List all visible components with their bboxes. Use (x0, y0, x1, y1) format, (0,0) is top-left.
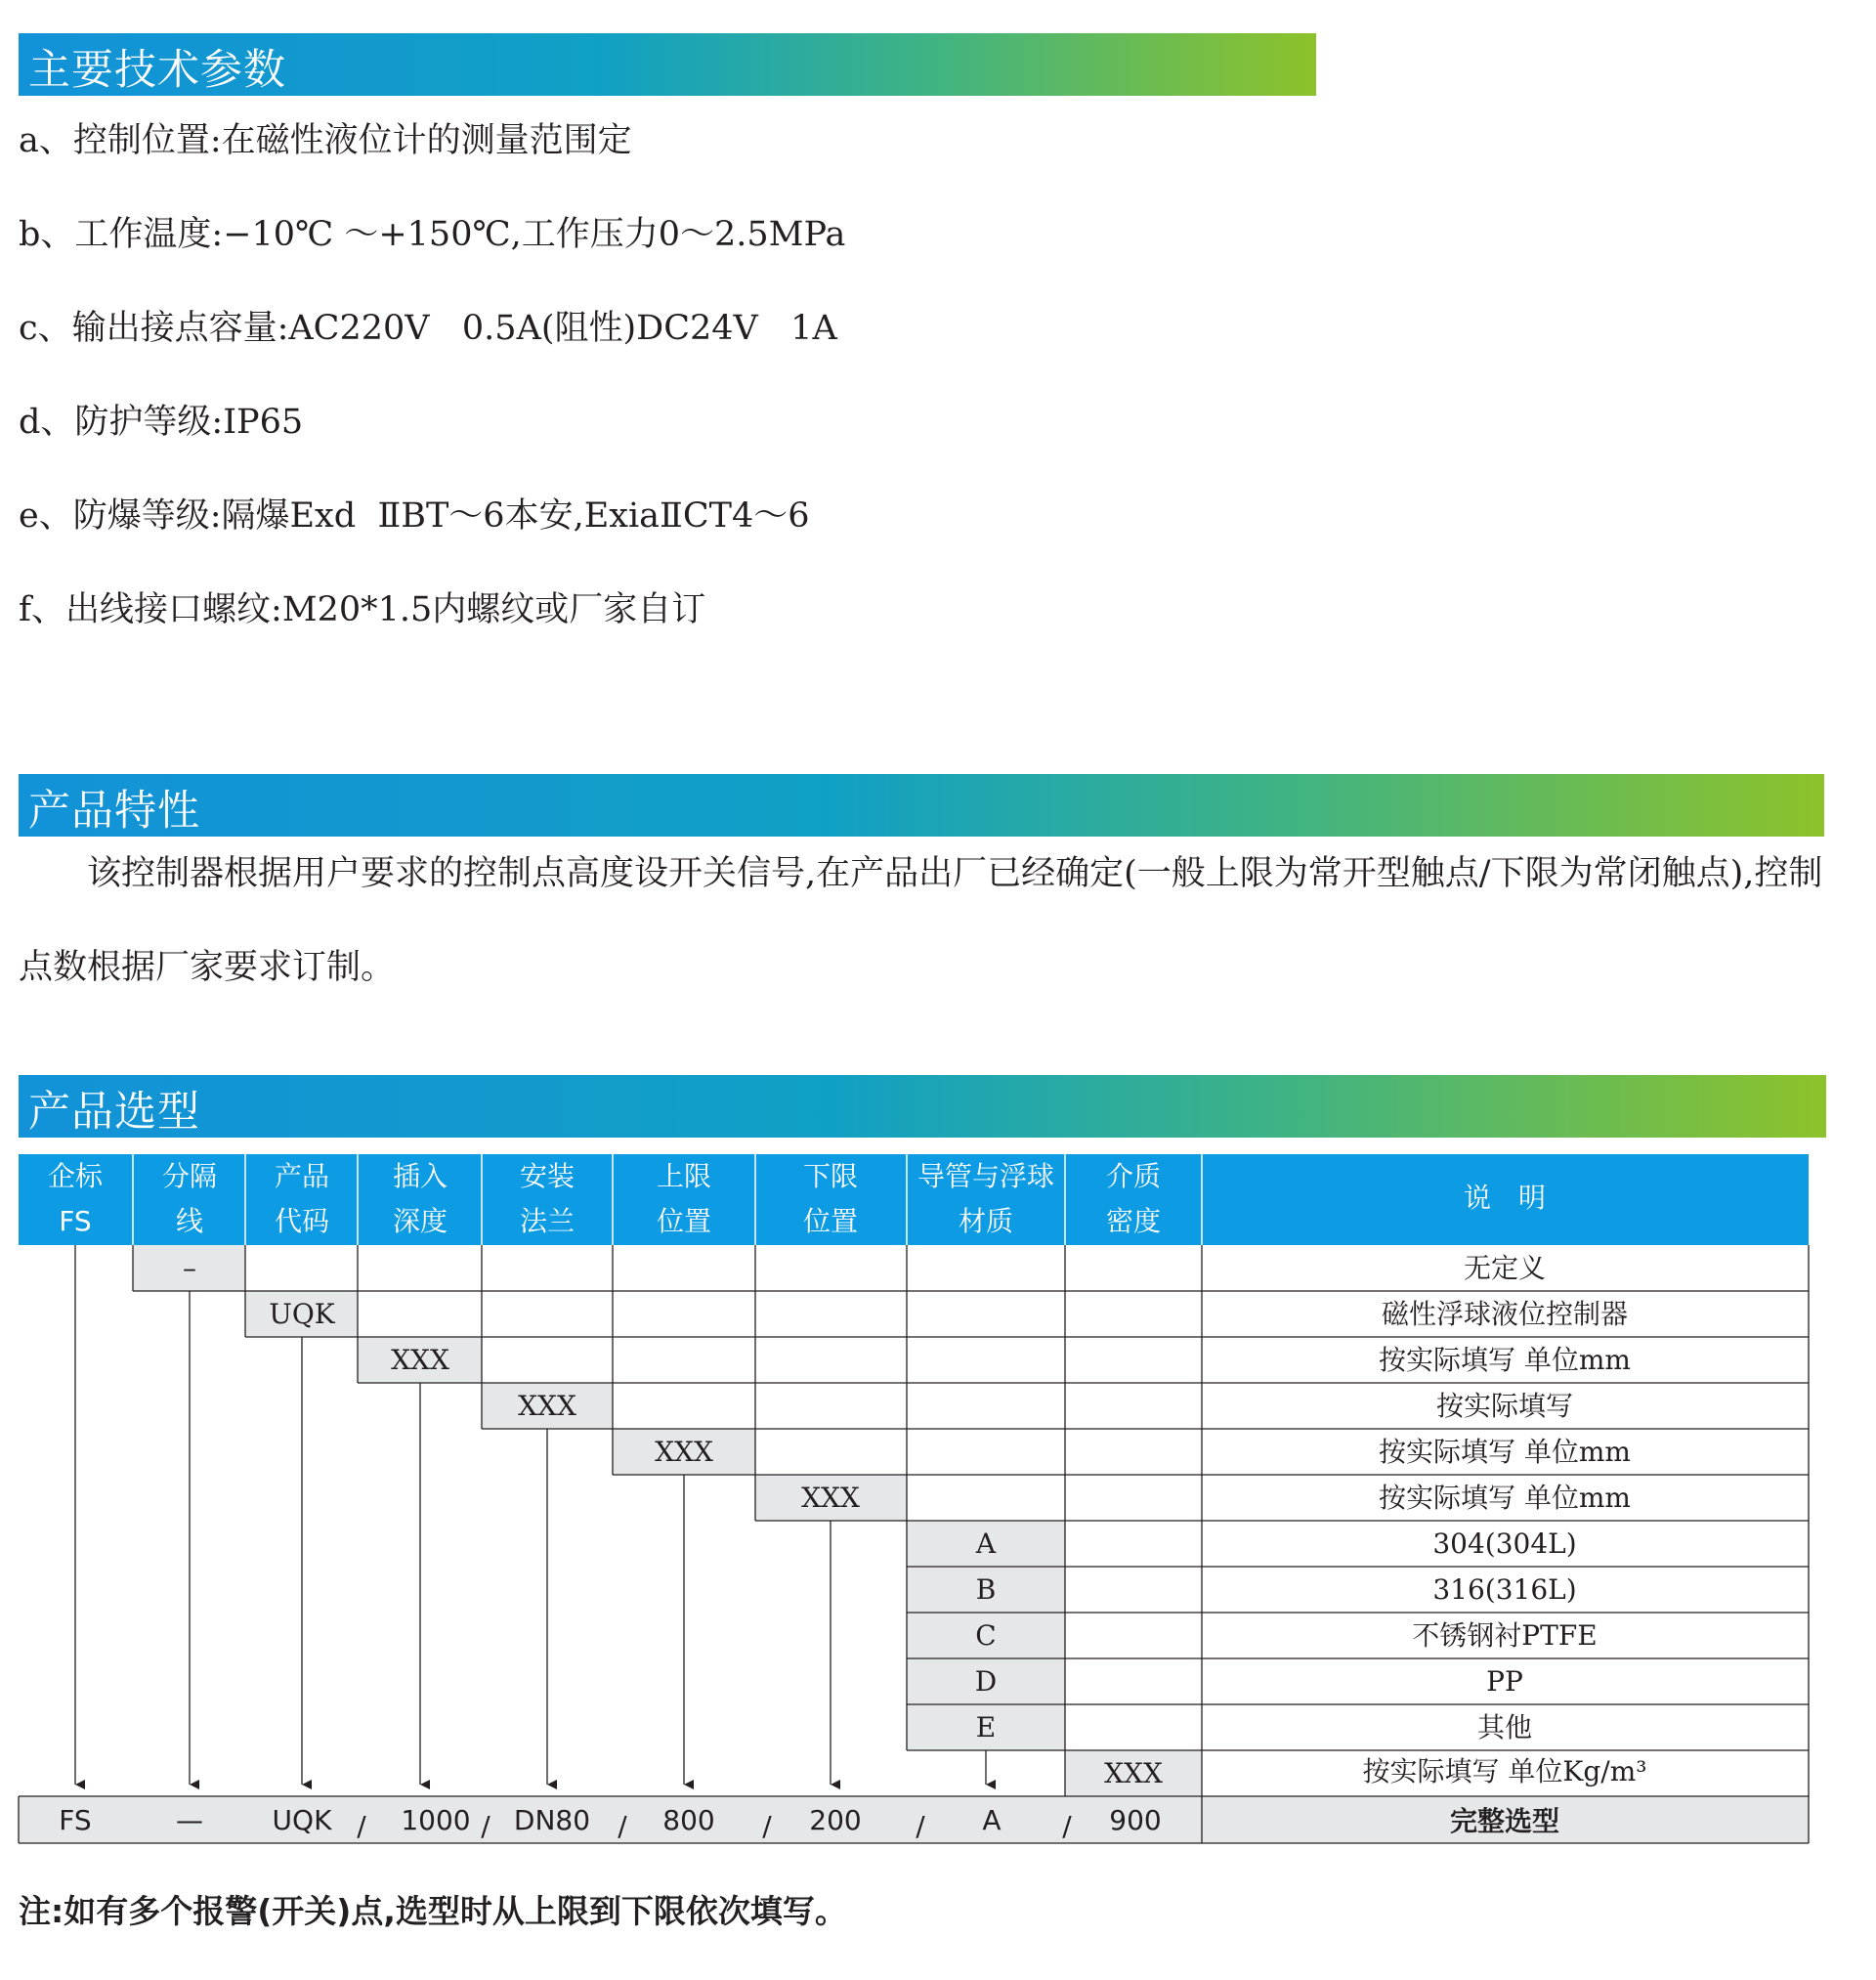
header-description: 说 明 (1463, 1182, 1547, 1214)
header-col5-line1: 安装 (519, 1160, 576, 1192)
code-material-c: C (975, 1619, 997, 1652)
desc-row-4: 按实际填写 (1435, 1390, 1574, 1422)
desc-row-3: 按实际填写 单位mm (1378, 1344, 1632, 1376)
code-material-d: D (974, 1665, 998, 1698)
header-col7-line2: 位置 (802, 1205, 859, 1237)
desc-row-2: 磁性浮球液位控制器 (1381, 1298, 1629, 1330)
example-insertion: 1000 (401, 1804, 471, 1836)
spec-line-e: e、防爆等级:隔爆Exd ⅡBT～6本安,ExiaⅡCT4～6 (19, 496, 810, 536)
header-col3-line2: 代码 (274, 1205, 330, 1237)
example-slash-6: / (1062, 1810, 1072, 1842)
header-col6-line2: 位置 (656, 1205, 712, 1237)
header-col3-line1: 产品 (274, 1160, 330, 1192)
header-col5-line2: 法兰 (519, 1205, 576, 1237)
example-separator: — (176, 1804, 203, 1836)
desc-row-7: 304(304L) (1432, 1528, 1577, 1560)
code-flange: XXX (518, 1390, 576, 1422)
example-slash-5: / (916, 1810, 925, 1842)
code-product: UQK (269, 1298, 335, 1330)
desc-row-12: 按实际填写 单位Kg/m³ (1362, 1755, 1647, 1787)
desc-row-11: 其他 (1476, 1711, 1533, 1743)
header-col6-line1: 上限 (656, 1160, 712, 1192)
section-title-selection: 产品选型 (28, 1088, 200, 1137)
example-density: 900 (1109, 1804, 1162, 1836)
example-label: 完整选型 (1449, 1805, 1560, 1837)
header-col7-line1: 下限 (802, 1160, 859, 1192)
header-col2-line1: 分隔 (161, 1160, 218, 1192)
example-material: A (982, 1804, 1002, 1836)
features-paragraph: 该控制器根据用户要求的控制点高度设开关信号,在产品出厂已经确定(一般上限为常开型触点/下限为常闭触点),控制点数根据厂家要求订制。 (19, 854, 1823, 987)
example-slash-3: / (618, 1810, 627, 1842)
spec-line-b: b、工作温度:−10℃ ～+150℃,工作压力0～2.5MPa (19, 215, 846, 254)
code-separator: – (183, 1252, 196, 1284)
spec-line-d: d、防护等级:IP65 (19, 403, 304, 442)
header-col9-line1: 介质 (1105, 1160, 1162, 1192)
desc-row-10: PP (1486, 1665, 1523, 1698)
section-title-tech-params: 主要技术参数 (28, 46, 286, 95)
desc-row-1: 无定义 (1463, 1252, 1547, 1284)
code-material-a: A (975, 1528, 997, 1560)
header-col9-line2: 密度 (1105, 1205, 1162, 1237)
example-fs: FS (59, 1804, 92, 1836)
header-col1-line2: FS (59, 1205, 92, 1237)
desc-row-8: 316(316L) (1432, 1573, 1577, 1606)
code-material-b: B (975, 1573, 997, 1606)
header-col4-line2: 深度 (392, 1205, 448, 1237)
header-col2-line2: 线 (175, 1205, 204, 1237)
header-col8-line1: 导管与浮球 (917, 1160, 1055, 1192)
header-col4-line1: 插入 (392, 1160, 448, 1192)
header-col1-line1: 企标 (47, 1160, 104, 1192)
example-product: UQK (272, 1804, 332, 1836)
desc-row-9: 不锈钢衬PTFE (1412, 1619, 1598, 1652)
desc-row-5: 按实际填写 单位mm (1378, 1436, 1632, 1468)
spec-line-c: c、输出接点容量:AC220V 0.5A(阻性)DC24V 1A (19, 309, 837, 348)
spec-line-a: a、控制位置:在磁性液位计的测量范围定 (19, 121, 632, 160)
code-density: XXX (1104, 1757, 1163, 1789)
code-upper: XXX (655, 1436, 713, 1468)
section-title-features: 产品特性 (28, 787, 200, 836)
example-slash-2: / (481, 1810, 490, 1842)
example-slash-4: / (762, 1810, 772, 1842)
header-col8-line2: 材质 (958, 1205, 1014, 1237)
description-column (1363, 1252, 1647, 1787)
code-insertion: XXX (391, 1344, 449, 1376)
example-upper: 800 (662, 1804, 715, 1836)
example-lower: 200 (809, 1804, 862, 1836)
example-flange: DN80 (513, 1804, 591, 1836)
spec-line-f: f、出线接口螺纹:M20*1.5内螺纹或厂家自订 (19, 590, 706, 629)
code-material-e: E (975, 1711, 997, 1743)
example-slash-1: / (357, 1810, 366, 1842)
selection-note: 注:如有多个报警(开关)点,选型时从上限到下限依次填写。 (19, 1892, 847, 1930)
desc-row-6: 按实际填写 单位mm (1378, 1482, 1632, 1514)
code-lower: XXX (801, 1482, 860, 1514)
